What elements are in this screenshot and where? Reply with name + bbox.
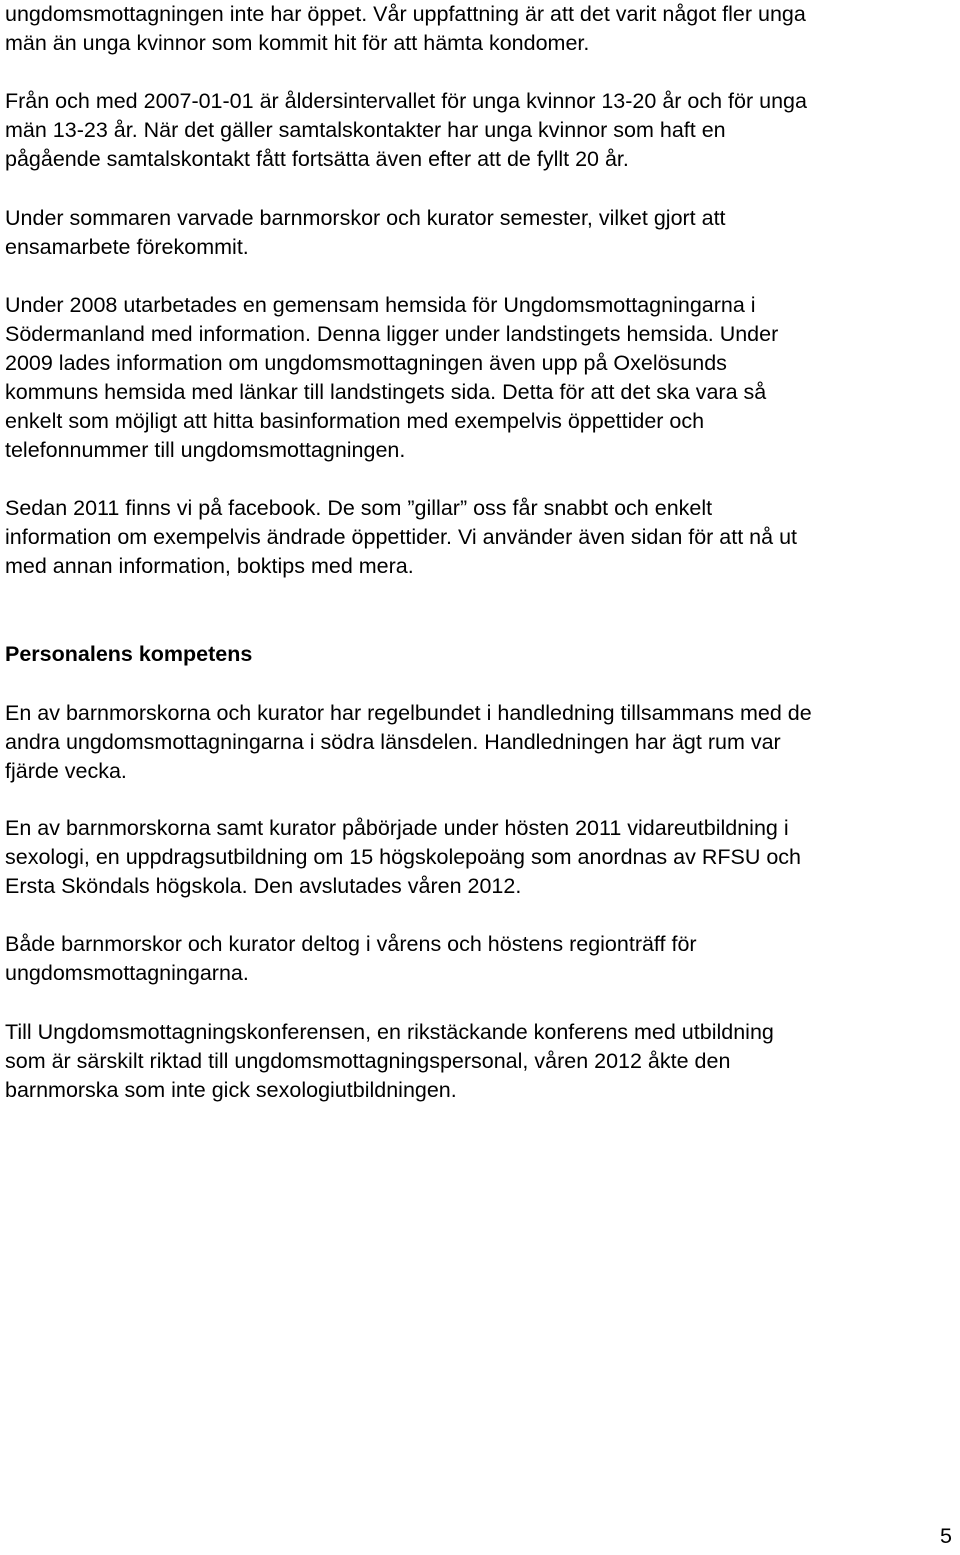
text-line: pågående samtalskontakt fått fortsätta även efter att de fyllt 20 år. — [5, 147, 629, 171]
text-line: med annan information, boktips med mera. — [5, 554, 414, 578]
paragraph-supervision — [5, 699, 812, 786]
page-number: 5 — [940, 1524, 952, 1548]
text-line: fjärde vecka. — [5, 759, 127, 783]
text-line: Under 2008 utarbetades en gemensam hemsida för Ungdomsmottagningarna i — [5, 293, 756, 317]
text-line: barnmorska som inte gick sexologiutbildningen. — [5, 1078, 457, 1102]
text-line: ungdomsmottagningarna. — [5, 961, 249, 985]
paragraph-age-interval — [5, 87, 807, 174]
text-line: Södermanland med information. Denna ligger under landstingets hemsida. Under — [5, 322, 779, 346]
text-line: ensamarbete förekommit. — [5, 235, 249, 259]
text-line: Sedan 2011 finns vi på facebook. De som ”gillar” oss får snabbt och enkelt — [5, 496, 713, 520]
paragraph-website — [5, 291, 778, 465]
paragraph-regional — [5, 930, 697, 988]
text-line: 2009 lades information om ungdomsmottagningen även upp på Oxelösunds — [5, 351, 727, 375]
text-line: enkelt som möjligt att hitta basinformation med exempelvis öppettider och — [5, 409, 705, 433]
paragraph-summer — [5, 204, 726, 262]
text-line: Ersta Sköndals högskola. Den avslutades våren 2012. — [5, 874, 522, 898]
text-line: kommuns hemsida med länkar till landstingets sida. Detta för att det ska vara så — [5, 380, 767, 404]
text-line: Från och med 2007-01-01 är åldersintervallet för unga kvinnor 13-20 år och för unga — [5, 89, 807, 113]
text-line: En av barnmorskorna samt kurator påbörjade under hösten 2011 vidareutbildning i — [5, 816, 789, 840]
text-line: andra ungdomsmottagningarna i södra länsdelen. Handledningen har ägt rum var — [5, 730, 781, 754]
text-line: ungdomsmottagningen inte har öppet. Vår uppfattning är att det varit något fler unga — [5, 2, 806, 26]
section-heading — [5, 640, 252, 669]
text-line: män 13-23 år. När det gäller samtalskontakter har unga kvinnor som haft en — [5, 118, 726, 142]
text-line: Både barnmorskor och kurator deltog i vårens och höstens regionträff för — [5, 932, 697, 956]
paragraph-continued — [5, 0, 806, 58]
paragraph-facebook — [5, 494, 797, 581]
text-line: män än unga kvinnor som kommit hit för att hämta kondomer. — [5, 31, 590, 55]
text-line: En av barnmorskorna och kurator har regelbundet i handledning tillsammans med de — [5, 701, 812, 725]
text-line: Under sommaren varvade barnmorskor och kurator semester, vilket gjort att — [5, 206, 726, 230]
heading-personalens-kompetens: Personalens kompetens — [5, 642, 253, 666]
text-line: sexologi, en uppdragsutbildning om 15 högskolepoäng som anordnas av RFSU och — [5, 845, 802, 869]
text-line: information om exempelvis ändrade öppettider. Vi använder även sidan för att nå ut — [5, 525, 798, 549]
text-line: Till Ungdomsmottagningskonferensen, en rikstäckande konferens med utbildning — [5, 1020, 774, 1044]
text-line: telefonnummer till ungdomsmottagningen. — [5, 438, 406, 462]
text-line: som är särskilt riktad till ungdomsmottagningspersonal, våren 2012 åkte den — [5, 1049, 731, 1073]
paragraph-conference — [5, 1018, 774, 1105]
paragraph-sexology — [5, 814, 801, 901]
